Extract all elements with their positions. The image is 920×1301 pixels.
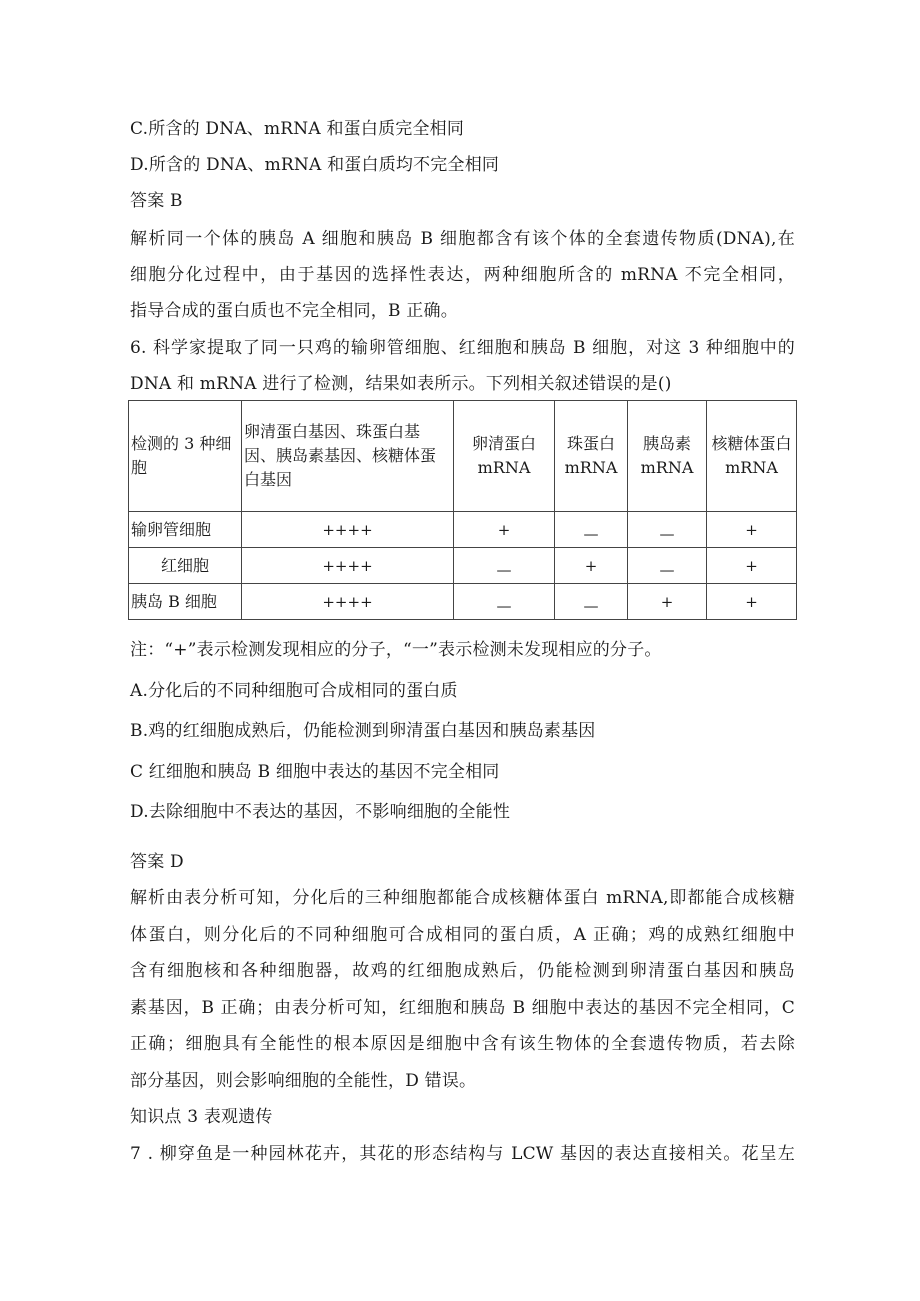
explanation-q6-line6: 部分基因，则会影响细胞的全能性，D 错误。	[130, 1071, 477, 1091]
explanation-q6-line5: 正确；细胞具有全能性的根本原因是细胞中含有该生物体的全套遗传物质，若去除	[130, 1034, 795, 1054]
table-cell: +	[628, 584, 707, 620]
detection-table	[128, 400, 797, 620]
answer-q5: 答案 B	[130, 191, 183, 211]
table-row	[129, 548, 797, 584]
table-header-cell: 胰岛素 mRNA	[628, 401, 707, 512]
option-d-q6: D.去除细胞中不表达的基因，不影响细胞的全能性	[130, 802, 511, 822]
table-cell: 胰岛 B 细胞	[129, 584, 242, 620]
table-header-cell: 卵清蛋白 mRNA	[454, 401, 555, 512]
table-row	[129, 512, 797, 548]
table-cell: 红细胞	[129, 548, 242, 584]
table-cell: ++++	[242, 512, 454, 548]
table-header-row	[129, 401, 797, 512]
section-heading: 知识点 3 表观遗传	[130, 1107, 273, 1127]
explanation-q6-line3: 含有细胞核和各种细胞器，故鸡的红细胞成熟后，仍能检测到卵清蛋白基因和胰岛	[130, 961, 795, 981]
answer-q6: 答案 D	[130, 852, 184, 872]
table-header-cell: 珠蛋白 mRNA	[555, 401, 628, 512]
table-header-cell: 核糖体蛋白 mRNA	[707, 401, 797, 512]
explanation-q6-line4: 素基因，B 正确；由表分析可知，红细胞和胰岛 B 细胞中表达的基因不完全相同，C	[130, 998, 795, 1018]
table-row	[129, 584, 797, 620]
explanation-q6-line1: 解析由表分析可知，分化后的三种细胞都能合成核糖体蛋白 mRNA,即都能合成核糖	[130, 888, 795, 908]
table-cell: —	[454, 548, 555, 584]
table-cell: —	[555, 584, 628, 620]
question-6-line2: DNA 和 mRNA 进行了检测，结果如表所示。下列相关叙述错误的是()	[130, 374, 672, 394]
table-cell: —	[628, 548, 707, 584]
table-cell: —	[628, 512, 707, 548]
question-7-line1: 7 . 柳穿鱼是一种园林花卉，其花的形态结构与 LCW 基因的表达直接相关。花呈左	[130, 1144, 795, 1164]
explanation-q5-line1: 解析同一个体的胰岛 A 细胞和胰岛 B 细胞都含有该个体的全套遗传物质(DNA),在	[130, 229, 795, 249]
table-cell: —	[555, 512, 628, 548]
table-cell: +	[707, 548, 797, 584]
explanation-q6-line2: 体蛋白，则分化后的不同种细胞可合成相同的蛋白质，A 正确；鸡的成熟红细胞中	[130, 925, 795, 945]
option-d-q5: D.所含的 DNA、mRNA 和蛋白质均不完全相同	[130, 155, 500, 175]
table-cell: ++++	[242, 548, 454, 584]
table-cell: +	[454, 512, 555, 548]
question-6-line1: 6. 科学家提取了同一只鸡的输卵管细胞、红细胞和胰岛 B 细胞，对这 3 种细胞中的	[130, 338, 795, 358]
table-header-cell: 卵清蛋白基因、珠蛋白基因、胰岛素基因、核糖体蛋白基因	[242, 401, 454, 512]
option-a-q6: A.分化后的不同种细胞可合成相同的蛋白质	[130, 681, 458, 701]
option-c-q5: C.所含的 DNA、mRNA 和蛋白质完全相同	[130, 119, 465, 139]
option-c-q6: C 红细胞和胰岛 B 细胞中表达的基因不完全相同	[130, 762, 500, 782]
table-cell: 输卵管细胞	[129, 512, 242, 548]
table-cell: +	[707, 584, 797, 620]
option-b-q6: B.鸡的红细胞成熟后，仍能检测到卵清蛋白基因和胰岛素基因	[130, 721, 596, 741]
explanation-q5-line2: 细胞分化过程中，由于基因的选择性表达，两种细胞所含的 mRNA 不完全相同，	[130, 265, 795, 285]
table-cell: ++++	[242, 584, 454, 620]
explanation-q5-line3: 指导合成的蛋白质也不完全相同，B 正确。	[130, 301, 458, 321]
table-note: 注：“+”表示检测发现相应的分子，“一”表示检测未发现相应的分子。	[130, 640, 662, 660]
table-cell: —	[454, 584, 555, 620]
table-cell: +	[555, 548, 628, 584]
table-header-cell: 检测的 3 种细胞	[129, 401, 242, 512]
table-cell: +	[707, 512, 797, 548]
